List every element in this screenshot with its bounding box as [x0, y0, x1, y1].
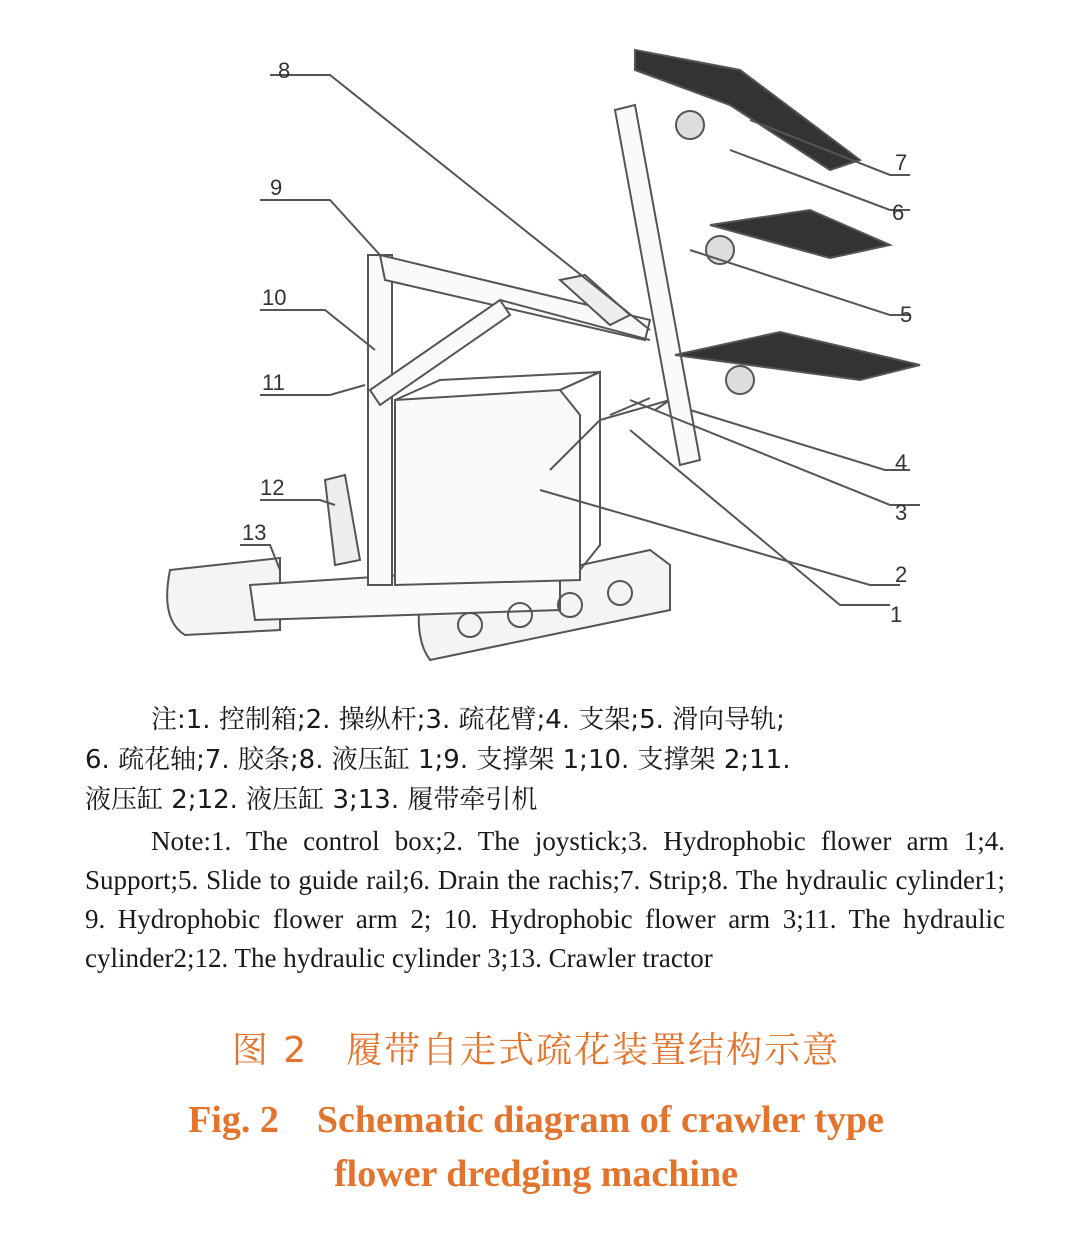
callout-label-2: 2: [895, 562, 908, 587]
callout-label-8: 8: [278, 58, 291, 83]
callout-label-7: 7: [895, 150, 908, 175]
callout-label-5: 5: [900, 302, 913, 327]
note-cn-line-3: 液压缸 2;12. 液压缸 3;13. 履带牵引机: [85, 785, 538, 815]
figure-caption-english-line-2: flower dredging machine: [334, 1153, 738, 1195]
note-english: [85, 822, 1005, 978]
callout-label-11: 11: [262, 370, 285, 395]
note-en-text: Note:1. The control box;2. The joystick;3. Hydrophobic flower arm 1;4. Support;5. Slide to guide rail;6. Drain the rachis;7. Strip;8. The hydraulic cylinder1; 9. Hydrophobic flower arm 2; 10. Hydrophobic flower arm 3;11. The hydraulic cylinder2;12. The hydraulic cylinder 3;13. Crawler tractor: [85, 826, 1005, 973]
callout-label-3: 3: [895, 500, 908, 525]
callout-label-9: 9: [270, 175, 283, 200]
figure-caption-chinese: 图 2 履带自走式疏花装置结构示意: [231, 1030, 841, 1071]
figure-caption-english-line-1: Fig. 2 Schematic diagram of crawler type: [188, 1099, 884, 1141]
callout-label-13: 13: [242, 520, 267, 545]
callout-label-12: 12: [260, 475, 285, 500]
note-cn-line-2: 6. 疏花轴;7. 胶条;8. 液压缸 1;9. 支撑架 1;10. 支撑架 2;11.: [85, 745, 791, 775]
callout-label-10: 10: [262, 285, 287, 310]
machine-schematic-figure: [130, 10, 960, 680]
note-cn-line-1: 注:1. 控制箱;2. 操纵杆;3. 疏花臂;4. 支架;5. 滑向导轨;: [151, 705, 785, 735]
schematic-drawing: [130, 10, 960, 680]
note-chinese: [85, 700, 1005, 820]
callout-label-6: 6: [892, 200, 905, 225]
callout-label-4: 4: [895, 450, 908, 475]
callout-label-1: 1: [890, 602, 903, 627]
